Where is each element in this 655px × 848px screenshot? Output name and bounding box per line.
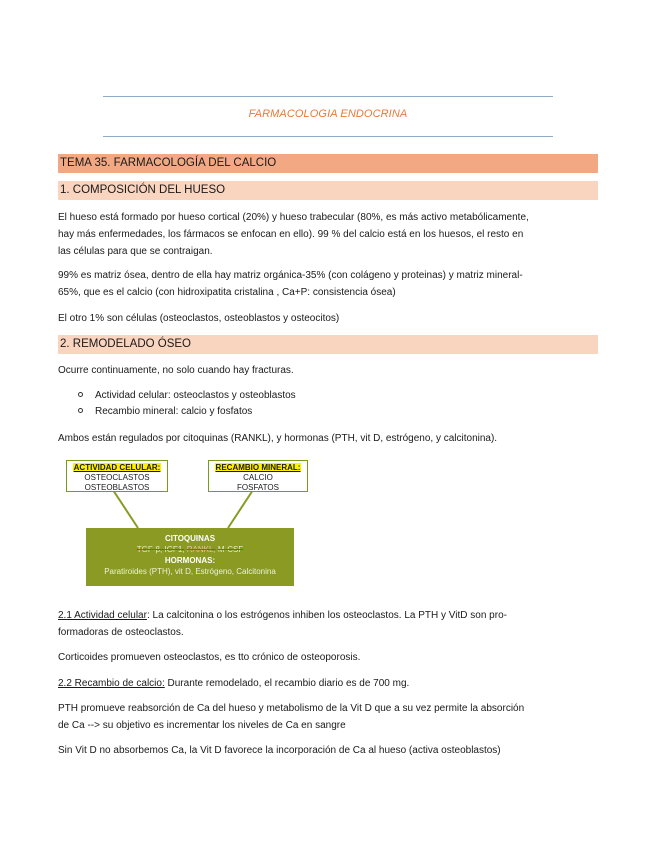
text-line: formadoras de osteoclastos. xyxy=(58,627,184,638)
cell-activity-box xyxy=(66,460,168,492)
text-line: 99% es matriz ósea, dentro de ella hay matriz orgánica-35% (con colágeno y proteinas) y matriz mineral- xyxy=(58,270,523,281)
text-line: hay más enfermedades, los fármacos se enfocan en ello). 99 % del calcio está en los huesos, el resto en xyxy=(58,229,524,240)
text-line: las células para que se contraigan. xyxy=(58,246,213,257)
section2-heading: 2. REMODELADO ÓSEO xyxy=(58,335,598,354)
text-line: de Ca --> su objetivo es incrementar los niveles de Ca en sangre xyxy=(58,720,346,731)
regulators-box xyxy=(86,528,294,586)
box-line: CALCIO xyxy=(243,473,273,482)
subsection-2-2: 2.2 Recambio de calcio: Durante remodelado, el recambio diario es de 700 mg. xyxy=(58,678,410,689)
cytokines-list: TGF-β, IGF1, RANKL, M-CSF xyxy=(136,545,244,554)
remodeling-diagram xyxy=(58,454,308,589)
hormones-list: Paratiroides (PTH), vit D, Estrógeno, Calcitonina xyxy=(104,567,276,576)
text-line: 65%, que es el calcio (con hidroxipatita cristalina , Ca+P: consistencia ósea) xyxy=(58,287,396,298)
section2-paragraph-1: Ocurre continuamente, no solo cuando hay fracturas. xyxy=(58,365,294,376)
subsection-label: 2.1 Actividad celular xyxy=(58,610,147,621)
section1-paragraph-2 xyxy=(58,267,588,301)
section1-paragraph-1 xyxy=(58,209,588,260)
header-rule-top xyxy=(103,96,553,97)
text-line: PTH promueve reabsorción de Ca del hueso y metabolismo de la Vit D que a su vez permite la absorción xyxy=(58,703,525,714)
topic-title: TEMA 35. FARMACOLOGÍA DEL CALCIO xyxy=(58,154,598,173)
text-line: El hueso está formado por hueso cortical (20%) y hueso trabecular (80%, es más activo metabólicamente, xyxy=(58,212,529,223)
header-rule-bottom xyxy=(103,136,553,137)
bullet-icon xyxy=(78,392,83,397)
list-item: Recambio mineral: calcio y fosfatos xyxy=(78,404,252,420)
box-line: OSTEOCLASTOS xyxy=(84,473,150,482)
cytokines-title: CITOQUINAS xyxy=(164,534,216,543)
section2-paragraph-4 xyxy=(58,700,588,734)
section2-paragraph-2: Ambos están regulados por citoquinas (RANKL), y hormonas (PTH, vit D, estrógeno, y calcitonina). xyxy=(58,433,498,444)
cell-activity-title: ACTIVIDAD CELULAR: xyxy=(73,463,161,472)
subsection-label: 2.2 Recambio de calcio: xyxy=(58,678,165,689)
box-line: FOSFATOS xyxy=(237,483,279,492)
box-line: OSTEOBLASTOS xyxy=(84,483,150,492)
section2-paragraph-3: Corticoides promueven osteoclastos, es tto crónico de osteoporosis. xyxy=(58,652,361,663)
bullet-icon xyxy=(78,408,83,413)
hormones-title: HORMONAS: xyxy=(164,556,216,565)
list-item: Actividad celular: osteoclastos y osteoblastos xyxy=(78,388,296,404)
mineral-exchange-box xyxy=(208,460,308,492)
mineral-exchange-title: RECAMBIO MINERAL: xyxy=(215,463,301,472)
section2-paragraph-5: Sin Vit D no absorbemos Ca, la Vit D favorece la incorporación de Ca al hueso (activa osteoblastos) xyxy=(58,745,501,756)
section1-paragraph-3: El otro 1% son células (osteoclastos, osteoblastos y osteocitos) xyxy=(58,313,340,324)
text-line: 2.1 Actividad celular: La calcitonina o los estrógenos inhiben los osteoclastos. La PTH y VitD son pro- xyxy=(58,610,507,621)
section1-heading: 1. COMPOSICIÓN DEL HUESO xyxy=(58,181,598,200)
document-header-title: FARMACOLOGIA ENDOCRINA xyxy=(248,108,408,120)
subsection-2-1 xyxy=(58,607,588,641)
